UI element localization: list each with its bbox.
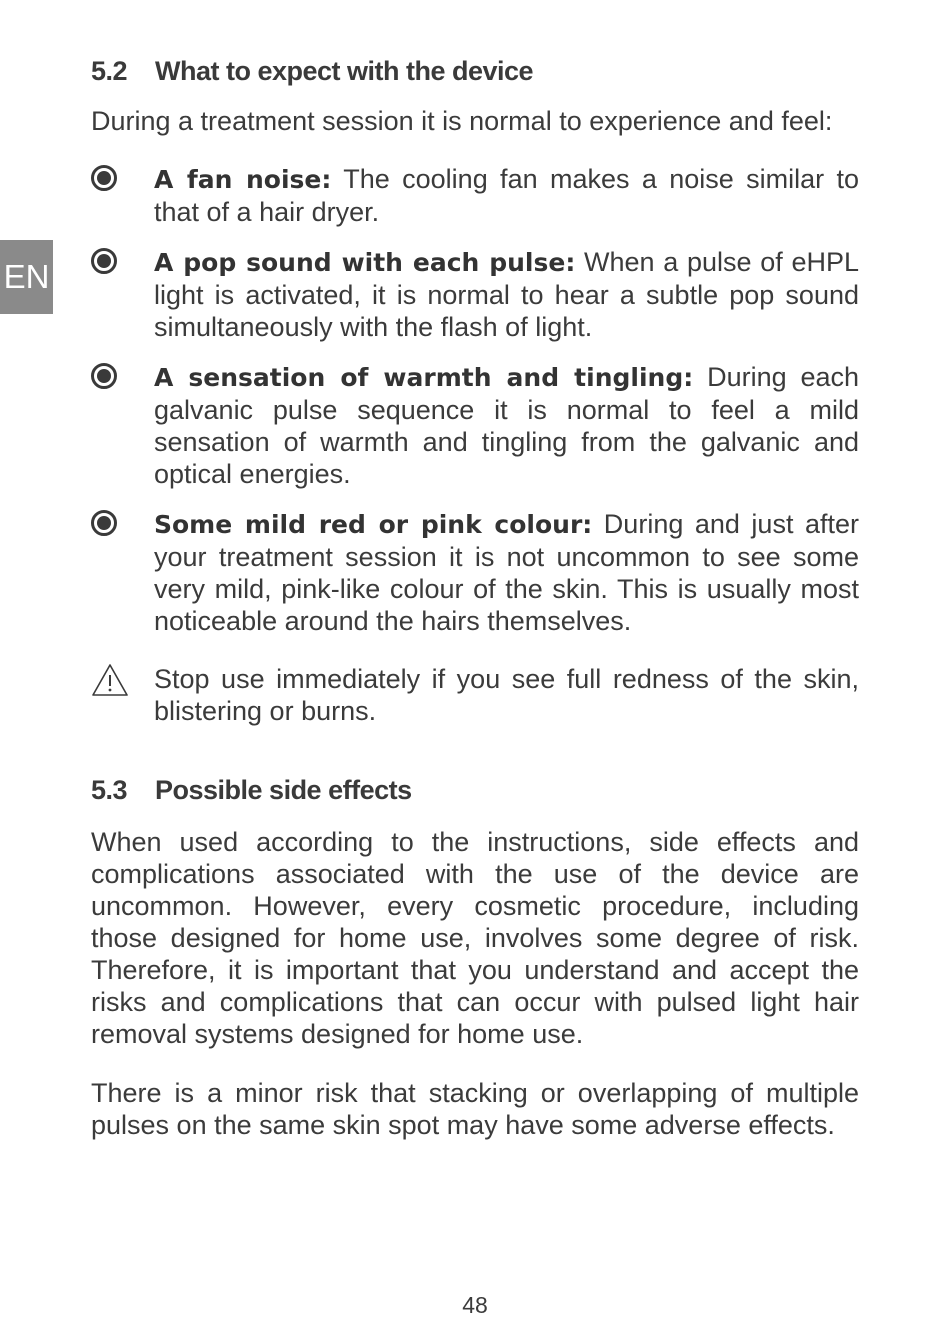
warning-note xyxy=(91,663,859,727)
bullet-icon xyxy=(91,361,154,389)
list-item xyxy=(91,246,859,343)
warning-icon xyxy=(91,663,154,702)
item-label: A sensation of warmth and tingling: xyxy=(154,363,694,392)
item-text: During and just after your treatment session it is not uncommon to see some very mild, pink-like colour of the skin. This is usually most noticeable around the hairs themselves. xyxy=(154,509,859,636)
section-number: 5.3 xyxy=(91,775,128,805)
section-title: What to expect with the device xyxy=(155,56,534,86)
side-effects-paragraph: When used according to the instructions, side effects and complications associated with the use of the device are uncommon. However, every cosmetic procedure, including those designed for home use, involves some degree of risk. Therefore, it is important that you understand and accept the risks and complications that can occur with pulsed light hair removal systems designed for home use. xyxy=(91,827,859,1049)
list-item xyxy=(91,163,859,228)
item-text: During each galvanic pulse sequence it is normal to feel a mild sensation of warmth and tingling from the galvanic and optical energies. xyxy=(154,362,859,489)
item-label: A pop sound with each pulse: xyxy=(154,248,576,277)
warning-text: Stop use immediately if you see full redness of the skin, blistering or burns. xyxy=(154,664,859,726)
list-item xyxy=(91,361,859,490)
bullet-icon xyxy=(91,163,154,191)
bullet-icon xyxy=(91,246,154,274)
page-number: 48 xyxy=(462,1292,488,1318)
section-heading-5-2 xyxy=(91,56,859,87)
section-title: Possible side effects xyxy=(155,775,412,805)
language-tab: EN xyxy=(0,240,53,314)
item-text: The cooling fan makes a noise similar to that of a hair dryer. xyxy=(154,164,859,227)
section-number: 5.2 xyxy=(91,56,128,86)
item-text: When a pulse of eHPL light is activated, it is normal to hear a subtle pop sound simultaneously with the flash of light. xyxy=(154,247,859,342)
intro-text: During a treatment session it is normal to experience and feel: xyxy=(91,106,833,136)
list-item xyxy=(91,508,859,637)
side-effects-paragraph: There is a minor risk that stacking or overlapping of multiple pulses on the same skin spot may have some adverse effects. xyxy=(91,1078,859,1140)
bullet-icon xyxy=(91,508,154,536)
page-content xyxy=(91,56,859,1141)
item-label: Some mild red or pink colour: xyxy=(154,510,593,539)
section-heading-5-3 xyxy=(91,775,859,806)
item-label: A fan noise: xyxy=(154,165,332,194)
